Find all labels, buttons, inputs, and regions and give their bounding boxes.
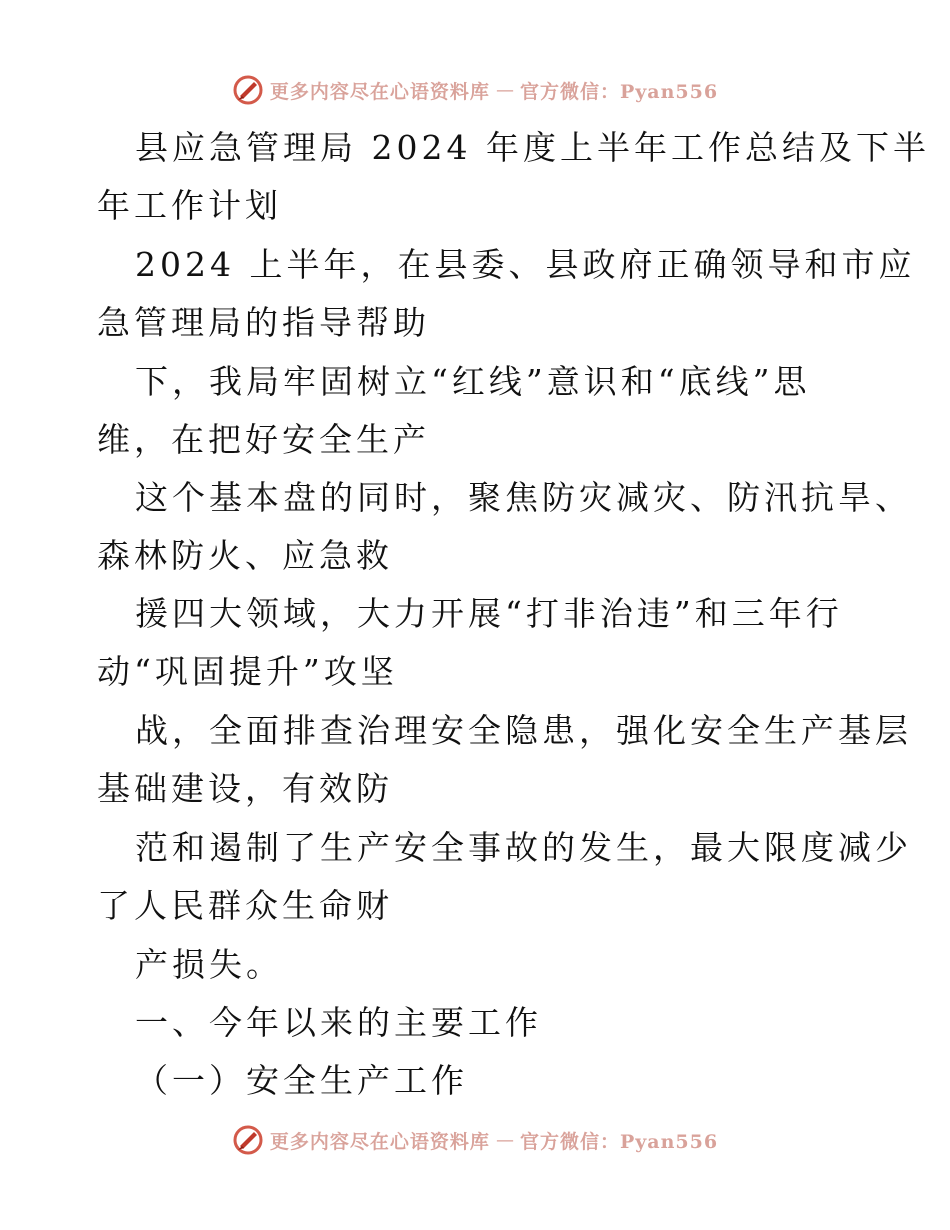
doc-line: 产损失。 — [135, 945, 283, 984]
doc-line: 2024 上半年，在县委、县政府正确领导和市应 — [135, 245, 916, 284]
doc-line: 下，我局牢固树立“红线”意识和“底线”思 — [135, 362, 811, 401]
subsection-heading: （一）安全生产工作 — [135, 1061, 468, 1100]
watermark-text: 更多内容尽在心语资料库 — [269, 80, 490, 103]
doc-line: 年工作计划 — [97, 186, 282, 225]
doc-line: 这个基本盘的同时，聚焦防灾减灾、防汛抗旱、 — [135, 478, 912, 517]
footer-watermark — [0, 1120, 950, 1160]
doc-line: 动“巩固提升”攻坚 — [97, 652, 398, 691]
doc-line: 战，全面排查治理安全隐患，强化安全生产基层 — [135, 711, 912, 750]
brush-seal-logo-icon — [232, 1124, 264, 1156]
doc-line: 援四大领域，大力开展“打非治违”和三年行 — [135, 594, 843, 633]
watermark-contact: 官方微信：Pyan556 — [519, 80, 719, 103]
watermark-contact: 官方微信：Pyan556 — [519, 1130, 719, 1153]
doc-line: 森林防火、应急救 — [97, 536, 393, 575]
doc-line: 了人民群众生命财 — [97, 886, 393, 925]
doc-line: 急管理局的指导帮助 — [97, 303, 430, 342]
doc-line: 维，在把好安全生产 — [97, 420, 430, 459]
watermark-separator: — — [495, 79, 514, 101]
doc-line: 基础建设，有效防 — [97, 769, 393, 808]
doc-line: 县应急管理局 2024 年度上半年工作总结及下半 — [135, 128, 930, 167]
watermark-separator: — — [495, 1129, 514, 1151]
watermark-text: 更多内容尽在心语资料库 — [269, 1130, 490, 1153]
section-heading: 一、今年以来的主要工作 — [135, 1003, 542, 1042]
doc-line: 范和遏制了生产安全事故的发生，最大限度减少 — [135, 828, 912, 867]
